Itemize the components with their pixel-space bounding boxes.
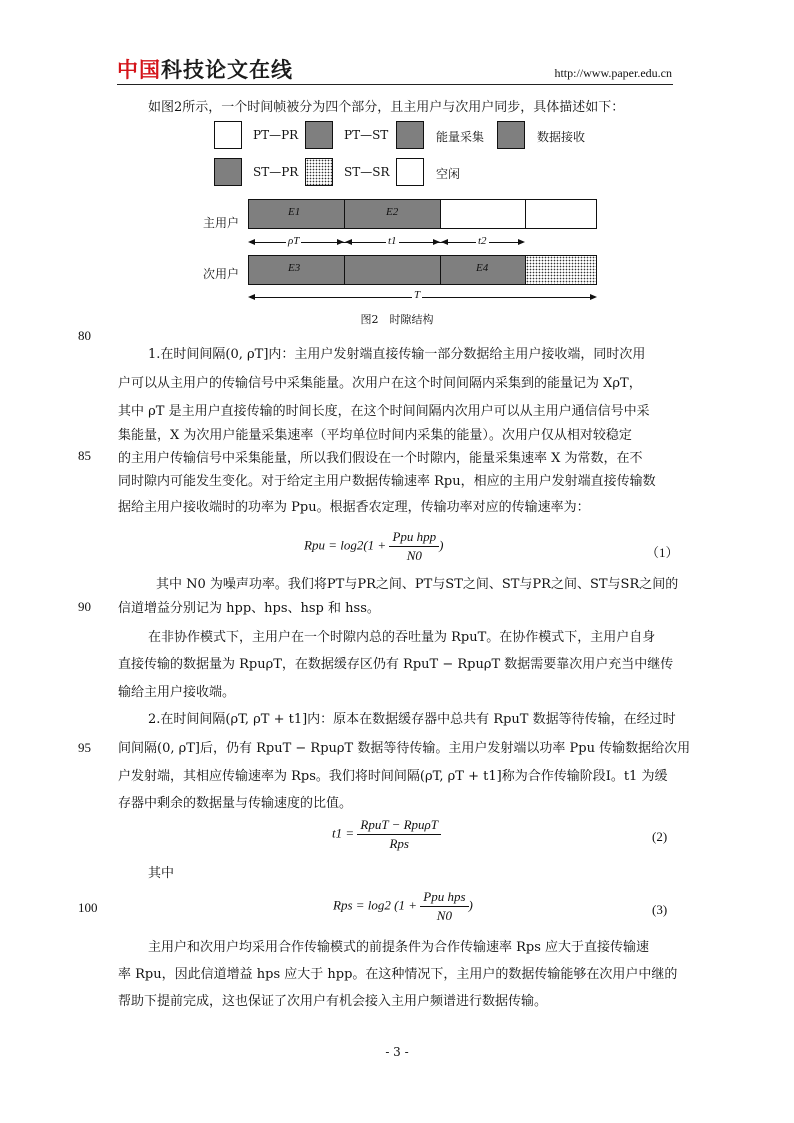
- eq1-numerator: Ppu hpp: [389, 528, 439, 547]
- paragraph-line: 直接传输的数据量为 RpuρT，在数据缓存区仍有 RpuT − RpuρT 数据需要靠次用户充当中继传: [118, 657, 674, 672]
- equation-2: [332, 816, 441, 853]
- paragraph-line: 帮助下提前完成，这也保证了次用户有机会接入主用户频谱进行数据传输。: [118, 994, 548, 1009]
- eq1-lhs: Rpu = log2(1 +: [304, 537, 387, 553]
- eq2-lhs: t1 =: [332, 825, 355, 841]
- paragraph-line: 的主用户传输信号中采集能量，所以我们假设在一个时隙内，能量采集速率 X 为常数，在不: [118, 451, 643, 466]
- page-number: - 3 -: [385, 1045, 409, 1059]
- paragraph-line: 间间隔(0, ρT]后，仍有 RpuT − RpuρT 数据等待传输。主用户发射端以功率 Ppu 传输数据给次用: [118, 741, 691, 756]
- legend-label-pt-pr: PT—PR: [253, 128, 299, 142]
- legend-swatch-st-sr: [305, 158, 333, 186]
- paragraph-line: 在非协作模式下，主用户在一个时隙内总的吞吐量为 RpuT。在协作模式下，主用户自身: [148, 630, 656, 645]
- primary-seg-3: [440, 199, 526, 229]
- primary-seg-1-label: E1: [288, 206, 301, 218]
- paragraph-line: 户可以从主用户的传输信号中采集能量。次用户在这个时间间隔内采集到的能量记为 XρT，: [118, 376, 642, 391]
- logo-red-part: 中国: [117, 58, 161, 82]
- paragraph-line: 其中 N0 为噪声功率。我们将PT与PR之间、PT与ST之间、ST与PR之间、ST与SR之间的: [156, 577, 679, 592]
- paragraph-line: 据给主用户接收端时的功率为 Ppu。根据香农定理，传输功率对应的传输速率为：: [118, 500, 590, 515]
- equation-3: [333, 888, 473, 925]
- secondary-seg-1-label: E3: [288, 262, 301, 274]
- eq3-lhs: Rps = log2 (1 +: [333, 897, 417, 913]
- header-rule: [117, 84, 673, 85]
- legend-label-st-pr: ST—PR: [253, 165, 299, 179]
- row-label-secondary: 次用户: [203, 267, 240, 281]
- arrow-left-icon: [345, 239, 352, 245]
- arrow-right-icon: [337, 239, 344, 245]
- line-number: 85: [78, 448, 91, 463]
- paragraph-line: 集能量，X 为次用户能量采集速率（平均单位时间内采集的能量）。次用户仅从相对较稳定: [118, 428, 632, 443]
- legend-swatch-pt-st: [305, 121, 333, 149]
- dim-line-total: [250, 297, 595, 298]
- eq2-denominator: Rps: [389, 836, 409, 851]
- equation-1: [304, 528, 443, 565]
- paragraph-line: 存器中剩余的数据量与传输速度的比值。: [118, 796, 353, 811]
- row-label-primary: 主用户: [203, 216, 240, 230]
- legend-swatch-pt-pr: [214, 121, 242, 149]
- paragraph-line: 其中 ρT 是主用户直接传输的时间长度，在这个时间间隔内次用户可以从主用户通信信号中采: [118, 404, 650, 419]
- intro-text: 如图2所示，一个时间帧被分为四个部分，且主用户与次用户同步，具体描述如下：: [148, 100, 625, 115]
- arrow-right-icon: [433, 239, 440, 245]
- journal-logo: [117, 58, 293, 82]
- arrow-right-icon: [590, 294, 597, 300]
- paragraph-line: 输给主用户接收端。: [118, 685, 236, 700]
- paragraph-line: 信道增益分别记为 hpp、hps、hsp 和 hss。: [118, 601, 380, 616]
- dim-label-rhoT: ρT: [288, 235, 300, 247]
- dim-label-T: T: [414, 289, 421, 301]
- equation-1-number: （1）: [646, 545, 679, 560]
- line-number: 95: [78, 740, 91, 755]
- secondary-seg-2: [344, 255, 441, 285]
- eq3-numerator: Ppu hps: [420, 888, 468, 907]
- eq2-numerator: RpuT − RpuρT: [357, 816, 441, 835]
- eq2-fraction: [357, 816, 441, 853]
- secondary-seg-3-label: E4: [476, 262, 489, 274]
- dim-label-t2: t2: [478, 235, 487, 247]
- eq1-rhs: ): [439, 537, 444, 553]
- paragraph-line: 其中: [148, 866, 175, 881]
- paragraph-line: 户发射端，其相应传输速率为 Rps。我们将时间间隔(ρT, ρT + t1]称为合作传输阶段I。t1 为缓: [118, 769, 668, 784]
- arrow-left-icon: [248, 239, 255, 245]
- arrow-left-icon: [248, 294, 255, 300]
- dim-label-t1: t1: [388, 235, 397, 247]
- arrow-left-icon: [441, 239, 448, 245]
- primary-seg-4: [525, 199, 597, 229]
- line-number: 80: [78, 328, 91, 343]
- paragraph-line: 率 Rpu，因此信道增益 hps 应大于 hpp。在这种情况下，主用户的数据传输能够在次用户中继的: [118, 967, 678, 982]
- legend-label-st-sr: ST—SR: [344, 165, 390, 179]
- arrow-right-icon: [518, 239, 525, 245]
- equation-2-number: (2): [652, 829, 668, 844]
- legend-label-idle: 空闲: [436, 167, 461, 181]
- eq3-fraction: [420, 888, 468, 925]
- legend-label-energy: 能量采集: [436, 130, 485, 144]
- paragraph-line: 同时隙内可能发生变化。对于给定主用户数据传输速率 Rpu，相应的主用户发射端直接传输数: [118, 474, 656, 489]
- legend-swatch-energy: [396, 121, 424, 149]
- header-url[interactable]: http://www.paper.edu.cn: [554, 66, 672, 80]
- legend-label-data-rx: 数据接收: [537, 130, 586, 144]
- figure-caption: 图2 时隙结构: [360, 313, 434, 326]
- eq3-rhs: ): [468, 897, 473, 913]
- legend-swatch-st-pr: [214, 158, 242, 186]
- eq1-fraction: [389, 528, 439, 565]
- line-number: 100: [78, 900, 98, 915]
- primary-seg-2-label: E2: [386, 206, 399, 218]
- secondary-seg-4: [525, 255, 597, 285]
- eq3-denominator: N0: [436, 908, 452, 923]
- legend-swatch-data-rx: [497, 121, 525, 149]
- line-number: 90: [78, 599, 91, 614]
- eq1-denominator: N0: [406, 548, 422, 563]
- logo-black-part: 科技论文在线: [161, 58, 293, 82]
- paragraph-line: 主用户和次用户均采用合作传输模式的前提条件为合作传输速率 Rps 应大于直接传输速: [148, 940, 650, 955]
- paragraph-line: 2.在时间间隔(ρT, ρT + t1]内：原本在数据缓存器中总共有 RpuT 数据等待传输，在经过时: [148, 712, 676, 727]
- legend-label-pt-st: PT—ST: [344, 128, 389, 142]
- paragraph-line: 1.在时间间隔(0, ρT]内：主用户发射端直接传输一部分数据给主用户接收端，同时次用: [148, 347, 646, 362]
- equation-3-number: (3): [652, 902, 668, 917]
- legend-swatch-idle: [396, 158, 424, 186]
